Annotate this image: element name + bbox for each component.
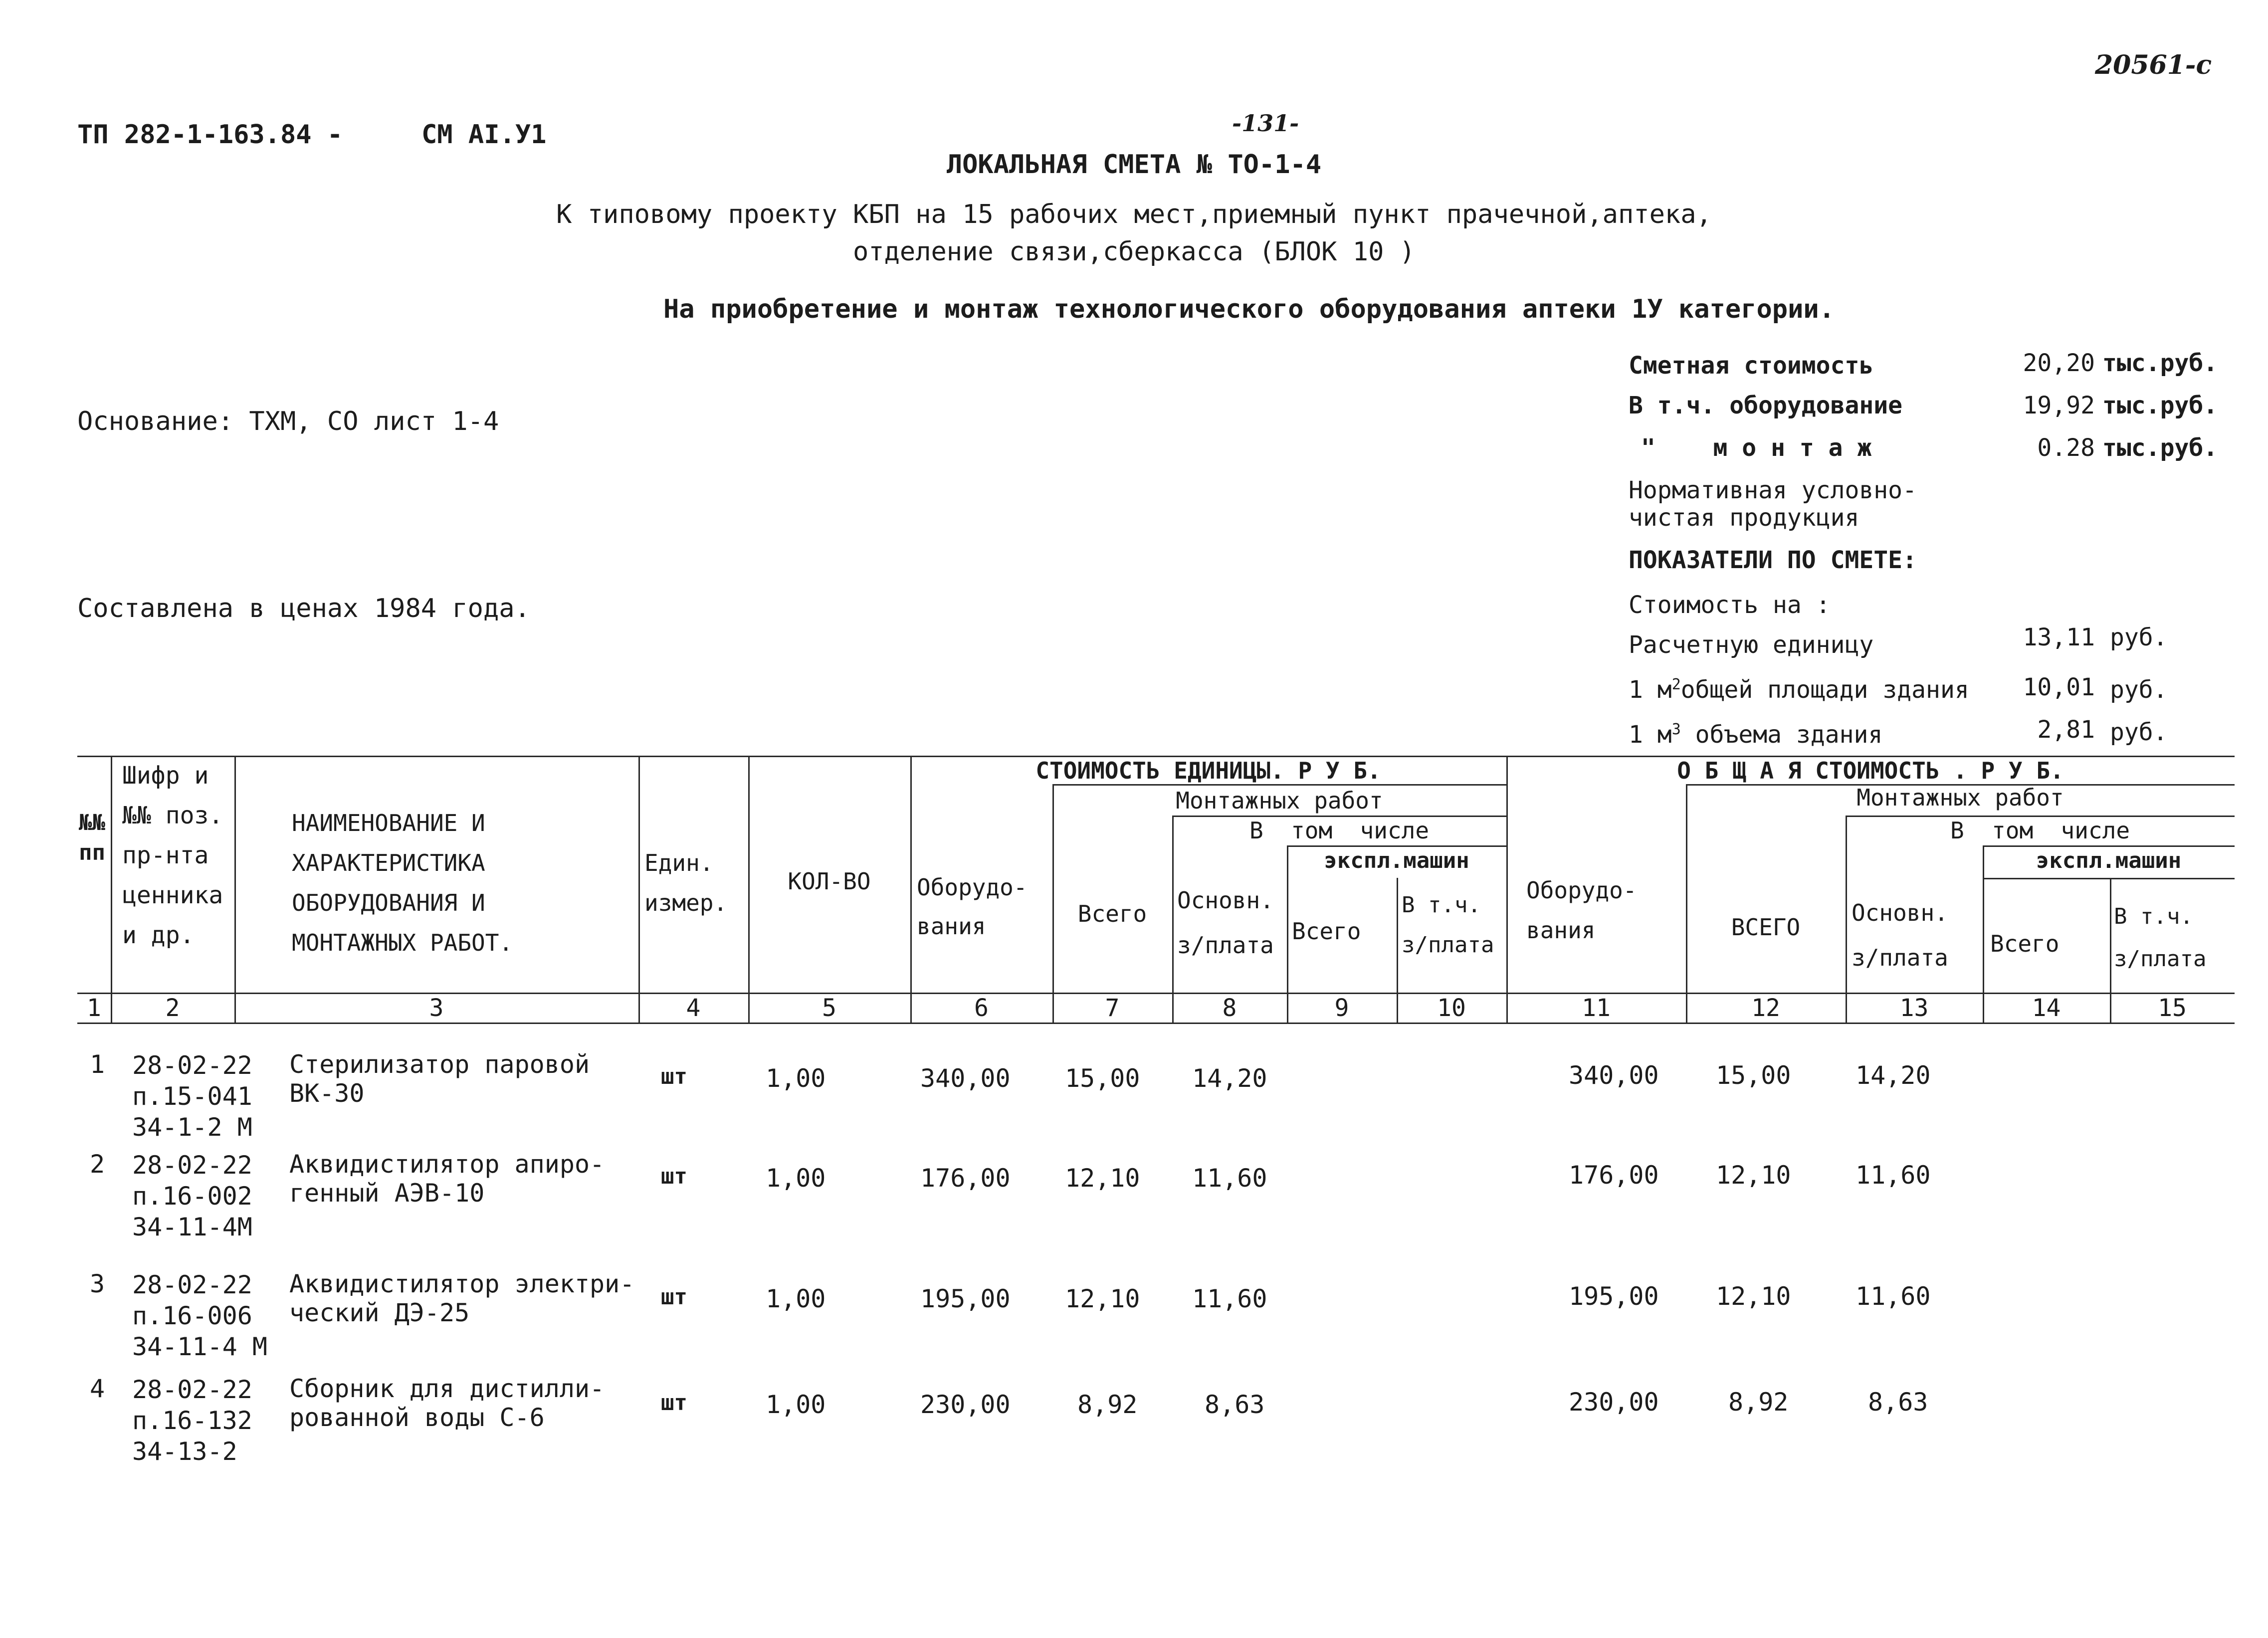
row-total-pay: 11,60 — [1856, 1282, 1931, 1311]
col-header-total-base-pay: Основн. з/плата — [1852, 899, 1948, 971]
row-equipment-cost: 195,00 — [920, 1284, 1011, 1313]
row-mount-total: 15,00 — [1065, 1064, 1140, 1093]
row-mount-total: 12,10 — [1065, 1284, 1140, 1313]
row-code: 28-02-22 п.15-041 34-1-2 М — [132, 1051, 252, 1142]
col-number: 1 — [87, 994, 101, 1022]
indicator-label: 1 $м^2общей$ площади здания — [1629, 676, 1969, 704]
row-number: 4 — [90, 1374, 105, 1403]
row-total-pay: 14,20 — [1856, 1061, 1931, 1090]
summary-label: " м о н т а ж — [1641, 434, 1872, 462]
col-header-code: Шифр и №№ поз. пр-нта ценника и др. — [122, 762, 223, 949]
doc-title: ЛОКАЛЬНАЯ СМЕТА № ТО-1-4 — [946, 150, 1322, 180]
row-total-equipment: 340,00 — [1569, 1061, 1659, 1090]
col-number: 10 — [1437, 994, 1466, 1022]
row-qty: 1,00 — [766, 1390, 826, 1419]
total-cost-group-header: О Б Щ А Я СТОИМОСТЬ . Р У Б. — [1677, 757, 2064, 784]
col-number: 7 — [1105, 994, 1120, 1022]
row-qty: 1,00 — [766, 1164, 826, 1193]
grid-line — [234, 756, 236, 1023]
row-mount-total: 12,10 — [1065, 1164, 1140, 1193]
col-header-total-equipment: Оборудо- вания — [1526, 877, 1637, 944]
indicator-value: 2,81 — [2037, 716, 2095, 744]
row-name: Аквидистилятор электри- ческий ДЭ-25 — [289, 1269, 635, 1327]
col-header-unit: Един. измер. — [644, 849, 728, 916]
basis-line: Основание: ТХМ, СО лист 1-4 — [77, 407, 499, 436]
row-mount-pay: 11,60 — [1192, 1284, 1267, 1313]
indicator-value: 10,01 — [2023, 673, 2095, 701]
page-number: -131- — [1232, 110, 1299, 137]
col-header-total-machines-pay: В т.ч. з/плата — [2114, 904, 2207, 972]
price-level-line: Составлена в ценах 1984 года. — [77, 594, 530, 623]
grid-line — [1846, 816, 1847, 1023]
col-number: 15 — [2158, 994, 2187, 1022]
row-number: 3 — [90, 1269, 105, 1298]
summary-value: 0.28 — [2037, 434, 2095, 462]
including-header: В том числе — [1950, 817, 2130, 844]
row-unit: шт — [661, 1284, 687, 1310]
col-header-qty: КОЛ-ВО — [788, 868, 871, 895]
mount-works-header: Монтажных работ — [1176, 787, 1383, 814]
normative-line-1: Нормативная условно- — [1629, 476, 1917, 504]
col-header-equipment: Оборудо- вания — [917, 874, 1028, 940]
row-mount-pay: 14,20 — [1192, 1064, 1267, 1093]
row-total-mount: 12,10 — [1716, 1282, 1791, 1311]
row-equipment-cost: 230,00 — [920, 1390, 1011, 1419]
grid-line — [910, 756, 912, 1023]
indicator-unit: руб. — [2110, 623, 2168, 651]
mount-works-header: Монтажных работ — [1856, 784, 2064, 811]
col-header-mount-total: Всего — [1077, 900, 1147, 927]
row-name: Стерилизатор паровой ВК-30 — [289, 1050, 590, 1108]
summary-value: 19,92 — [2023, 392, 2095, 419]
row-unit: шт — [661, 1064, 687, 1089]
col-number: 6 — [974, 994, 989, 1022]
col-header-machines-total: Всего — [1292, 918, 1361, 945]
col-number: 4 — [686, 994, 701, 1022]
normative-line-2: чистая продукция — [1629, 504, 1859, 532]
col-number: 2 — [165, 994, 180, 1022]
row-mount-total: 8,92 — [1077, 1390, 1138, 1419]
row-total-equipment: 176,00 — [1569, 1161, 1659, 1190]
grid-line — [1686, 784, 1687, 1023]
col-number: 11 — [1582, 994, 1611, 1022]
col-header-base-pay: Основн. з/плата — [1177, 887, 1274, 959]
grid-line — [1052, 784, 1506, 786]
indicator-unit: руб. — [2110, 718, 2168, 746]
row-code: 28-02-22 п.16-132 34-13-2 — [132, 1375, 252, 1466]
row-qty: 1,00 — [766, 1064, 826, 1093]
including-header: В том числе — [1249, 817, 1430, 844]
row-total-pay: 8,63 — [1868, 1388, 1928, 1417]
col-number: 14 — [2032, 994, 2061, 1022]
col-header-name: НАИМЕНОВАНИЕ И ХАРАКТЕРИСТИКА ОБОРУДОВАНИЯ И МОНТАЖНЫХ РАБОТ. — [292, 810, 513, 956]
col-number: 8 — [1222, 994, 1237, 1022]
subtitle-line-2: отделение связи,сберкасса (БЛОК 10 ) — [852, 237, 1416, 267]
col-header-number: №№ пп — [79, 810, 105, 865]
summary-label: В т.ч. оборудование — [1629, 392, 1903, 419]
summary-unit: тыс.руб. — [2102, 392, 2218, 419]
grid-line — [1983, 845, 2235, 847]
row-equipment-cost: 340,00 — [920, 1064, 1011, 1093]
row-equipment-cost: 176,00 — [920, 1164, 1011, 1193]
estimate-purpose: На приобретение и монтаж технологического оборудования аптеки 1У категории. — [663, 294, 1835, 324]
col-header-machines-pay: В т.ч. з/плата — [1402, 892, 1494, 958]
row-mount-pay: 11,60 — [1192, 1164, 1267, 1193]
grid-line — [77, 1023, 2235, 1024]
summary-value: 20,20 — [2023, 349, 2095, 377]
col-number: 5 — [822, 994, 836, 1022]
indicators-title: ПОКАЗАТЕЛИ ПО СМЕТЕ: — [1629, 546, 1917, 574]
col-number: 9 — [1334, 994, 1349, 1022]
indicator-value: 13,11 — [2023, 623, 2095, 651]
row-total-equipment: 230,00 — [1569, 1388, 1659, 1417]
doc-code: ТП 282-1-163.84 - — [77, 120, 343, 150]
grid-line — [1287, 845, 1506, 847]
indicator-unit: руб. — [2110, 676, 2168, 704]
machines-header: экспл.машин — [1324, 848, 1469, 873]
row-code: 28-02-22 п.16-002 34-11-4М — [132, 1151, 252, 1241]
grid-line — [638, 756, 640, 1023]
row-number: 2 — [90, 1150, 105, 1179]
grid-line — [1172, 816, 1174, 1023]
machines-header: экспл.машин — [2036, 848, 2182, 873]
row-total-mount: 15,00 — [1716, 1061, 1791, 1090]
col-header-total-mount: ВСЕГО — [1731, 914, 1801, 941]
row-number: 1 — [90, 1050, 105, 1079]
row-total-pay: 11,60 — [1856, 1161, 1931, 1190]
subtitle-line-1: К типовому проекту КБП на 15 рабочих мест,приемный пункт прачечной,аптека, — [556, 200, 1712, 229]
row-qty: 1,00 — [766, 1284, 826, 1313]
col-number: 3 — [429, 994, 444, 1022]
indicator-label: Расчетную единицу — [1629, 631, 1874, 659]
summary-unit: тыс.руб. — [2102, 434, 2218, 462]
row-total-mount: 12,10 — [1716, 1161, 1791, 1190]
corner-number: 20561-с — [2095, 50, 2212, 80]
album-code: СМ АI.У1 — [421, 120, 547, 150]
summary-unit: тыс.руб. — [2102, 349, 2218, 377]
indicator-label: 1 $м^3$ объема здания — [1629, 721, 1883, 749]
col-number: 12 — [1751, 994, 1780, 1022]
col-number: 13 — [1899, 994, 1929, 1022]
row-mount-pay: 8,63 — [1205, 1390, 1265, 1419]
col-header-total-machines: Всего — [1990, 930, 2060, 957]
row-unit: шт — [661, 1390, 687, 1416]
row-code: 28-02-22 п.16-006 34-11-4 М — [132, 1270, 267, 1361]
row-total-equipment: 195,00 — [1569, 1282, 1659, 1311]
unit-cost-group-header: СТОИМОСТЬ ЕДИНИЦЫ. Р У Б. — [1035, 757, 1381, 784]
grid-line — [111, 756, 112, 1023]
row-total-mount: 8,92 — [1728, 1388, 1789, 1417]
cost-on-label: Стоимость на : — [1629, 591, 1831, 619]
row-name: Сборник для дистилли- рованной воды С-6 — [289, 1374, 605, 1432]
row-name: Аквидистилятор апиро- генный АЭВ-10 — [289, 1150, 605, 1208]
grid-line — [1506, 756, 1508, 1023]
summary-label: Сметная стоимость — [1629, 352, 1874, 380]
grid-line — [1983, 878, 2235, 879]
row-unit: шт — [661, 1164, 687, 1189]
